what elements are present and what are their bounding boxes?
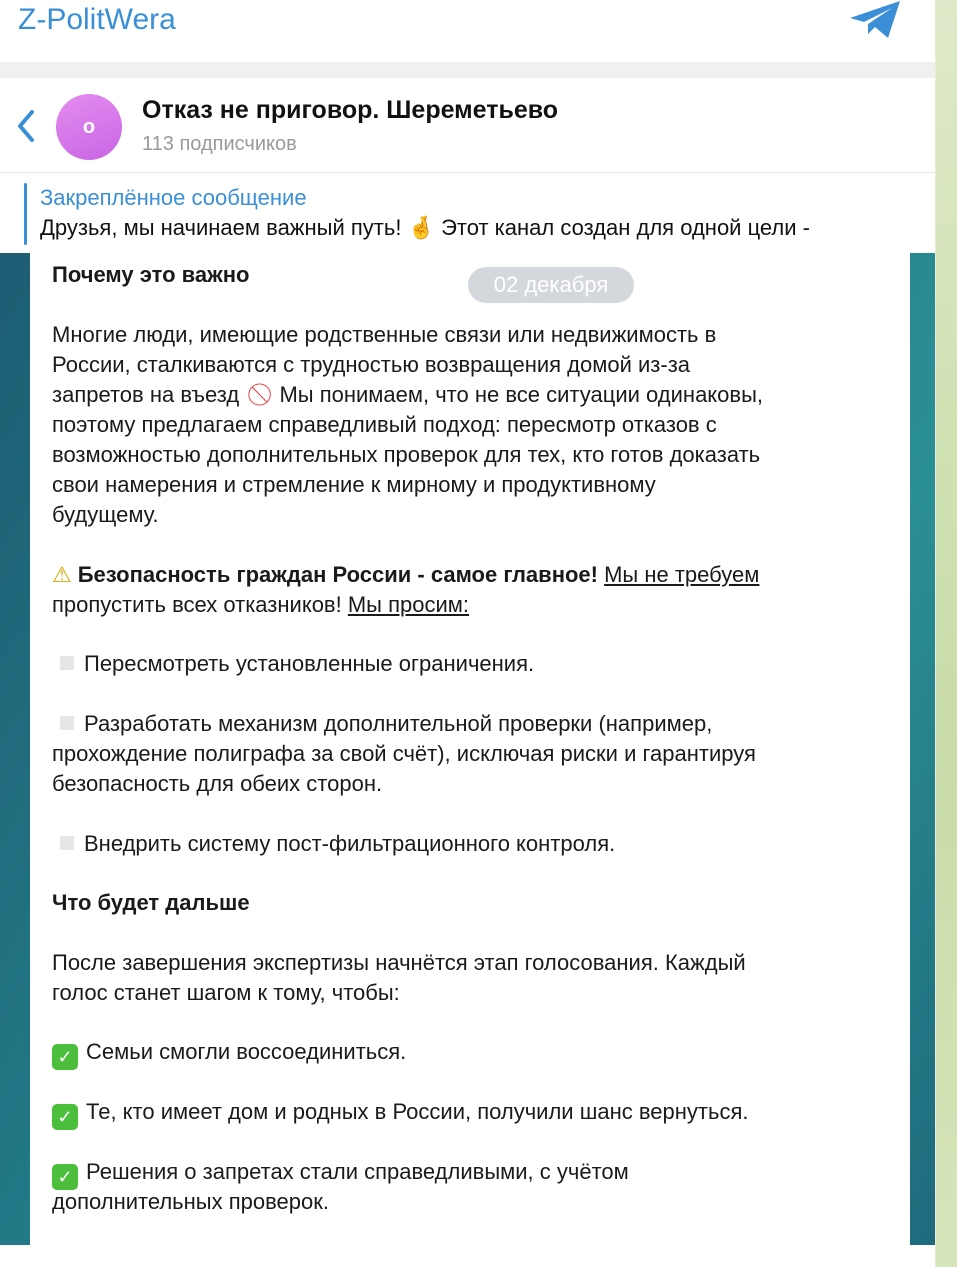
list-item-3 bbox=[52, 829, 615, 859]
check-mark-icon: ✓ bbox=[52, 1044, 78, 1070]
why-line-2: России, сталкиваются с трудностью возвращения домой из-за bbox=[52, 352, 691, 377]
pinned-message[interactable] bbox=[0, 173, 935, 253]
channel-header bbox=[0, 78, 935, 173]
subscriber-count: 113 подписчиков bbox=[142, 133, 297, 155]
safety-underline-1: Мы не требуем bbox=[604, 562, 760, 587]
side-wallpaper-strip bbox=[935, 0, 957, 1267]
why-line-5: возможностью дополнительных проверок для тех, кто готов доказать bbox=[52, 442, 761, 467]
why-line-3a: запретов на въезд bbox=[52, 382, 240, 407]
header-divider bbox=[0, 62, 935, 78]
pinned-preview: Друзья, мы начинаем важный путь! 🤞 Этот канал создан для одной цели - bbox=[40, 215, 810, 240]
app-top-bar bbox=[0, 0, 935, 62]
next-heading: Что будет дальше bbox=[52, 890, 250, 915]
why-line-3 bbox=[52, 380, 763, 410]
next-line-2: голос станет шагом к тому, чтобы: bbox=[52, 980, 400, 1005]
check-mark-icon: ✓ bbox=[52, 1164, 78, 1190]
list-item-2 bbox=[52, 709, 712, 739]
check-item-3 bbox=[52, 1157, 629, 1190]
pinned-accent-bar bbox=[24, 183, 27, 245]
safety-line-2 bbox=[52, 590, 469, 620]
date-badge: 02 декабря bbox=[468, 267, 634, 303]
next-line-1: После завершения экспертизы начнётся этап голосования. Каждый bbox=[52, 950, 746, 975]
why-line-3b: Мы понимаем, что не все ситуации одинаковы, bbox=[279, 382, 764, 407]
safety-underline-2: Мы просим: bbox=[347, 592, 470, 617]
list-item-2-text: Разработать механизм дополнительной проверки (например, bbox=[84, 711, 713, 736]
check-item-3-text: Решения о запретах стали справедливыми, с учётом bbox=[86, 1159, 629, 1184]
list-item-3-text: Внедрить систему пост-фильтрационного контроля. bbox=[84, 831, 616, 856]
list-item-1 bbox=[52, 649, 534, 679]
why-line-1: Многие люди, имеющие родственные связи или недвижимость в bbox=[52, 322, 717, 347]
check-mark-icon: ✓ bbox=[52, 1104, 78, 1130]
channel-avatar[interactable]: o bbox=[56, 94, 122, 160]
telegram-plane-icon[interactable] bbox=[848, 0, 904, 42]
check-item-2 bbox=[52, 1097, 748, 1130]
why-heading: Почему это важно bbox=[52, 262, 250, 287]
bottom-margin bbox=[0, 1245, 935, 1267]
check-item-3-line-2: дополнительных проверок. bbox=[52, 1189, 329, 1214]
list-item-2-line-3: безопасность для обеих сторон. bbox=[52, 771, 383, 796]
back-chevron-icon[interactable] bbox=[14, 108, 38, 144]
check-item-1 bbox=[52, 1037, 406, 1070]
why-line-4: поэтому предлагаем справедливый подход: пересмотр отказов с bbox=[52, 412, 717, 437]
check-item-1-text: Семьи смогли воссоединиться. bbox=[86, 1039, 407, 1064]
app-title: Z-PolitWera bbox=[18, 3, 176, 36]
warning-icon: ⚠ bbox=[52, 562, 72, 587]
channel-title[interactable]: Отказ не приговор. Шереметьево bbox=[142, 96, 559, 124]
safety-bold: Безопасность граждан России - самое главное! bbox=[77, 562, 598, 587]
why-line-6: свои намерения и стремление к мирному и продуктивному bbox=[52, 472, 656, 497]
why-line-7: будущему. bbox=[52, 502, 159, 527]
bullet-square-icon bbox=[60, 656, 74, 670]
bullet-square-icon bbox=[60, 836, 74, 850]
check-item-2-text: Те, кто имеет дом и родных в России, получили шанс вернуться. bbox=[86, 1099, 749, 1124]
list-item-2-line-2: прохождение полиграфа за свой счёт), исключая риски и гарантируя bbox=[52, 741, 756, 766]
bullet-square-icon bbox=[60, 716, 74, 730]
safety-line-1 bbox=[52, 560, 759, 590]
safety-text-2: пропустить всех отказников! bbox=[52, 592, 342, 617]
list-item-1-text: Пересмотреть установленные ограничения. bbox=[84, 651, 535, 676]
no-entry-icon: 🚫︎ bbox=[245, 382, 274, 407]
pinned-label: Закреплённое сообщение bbox=[40, 185, 307, 210]
